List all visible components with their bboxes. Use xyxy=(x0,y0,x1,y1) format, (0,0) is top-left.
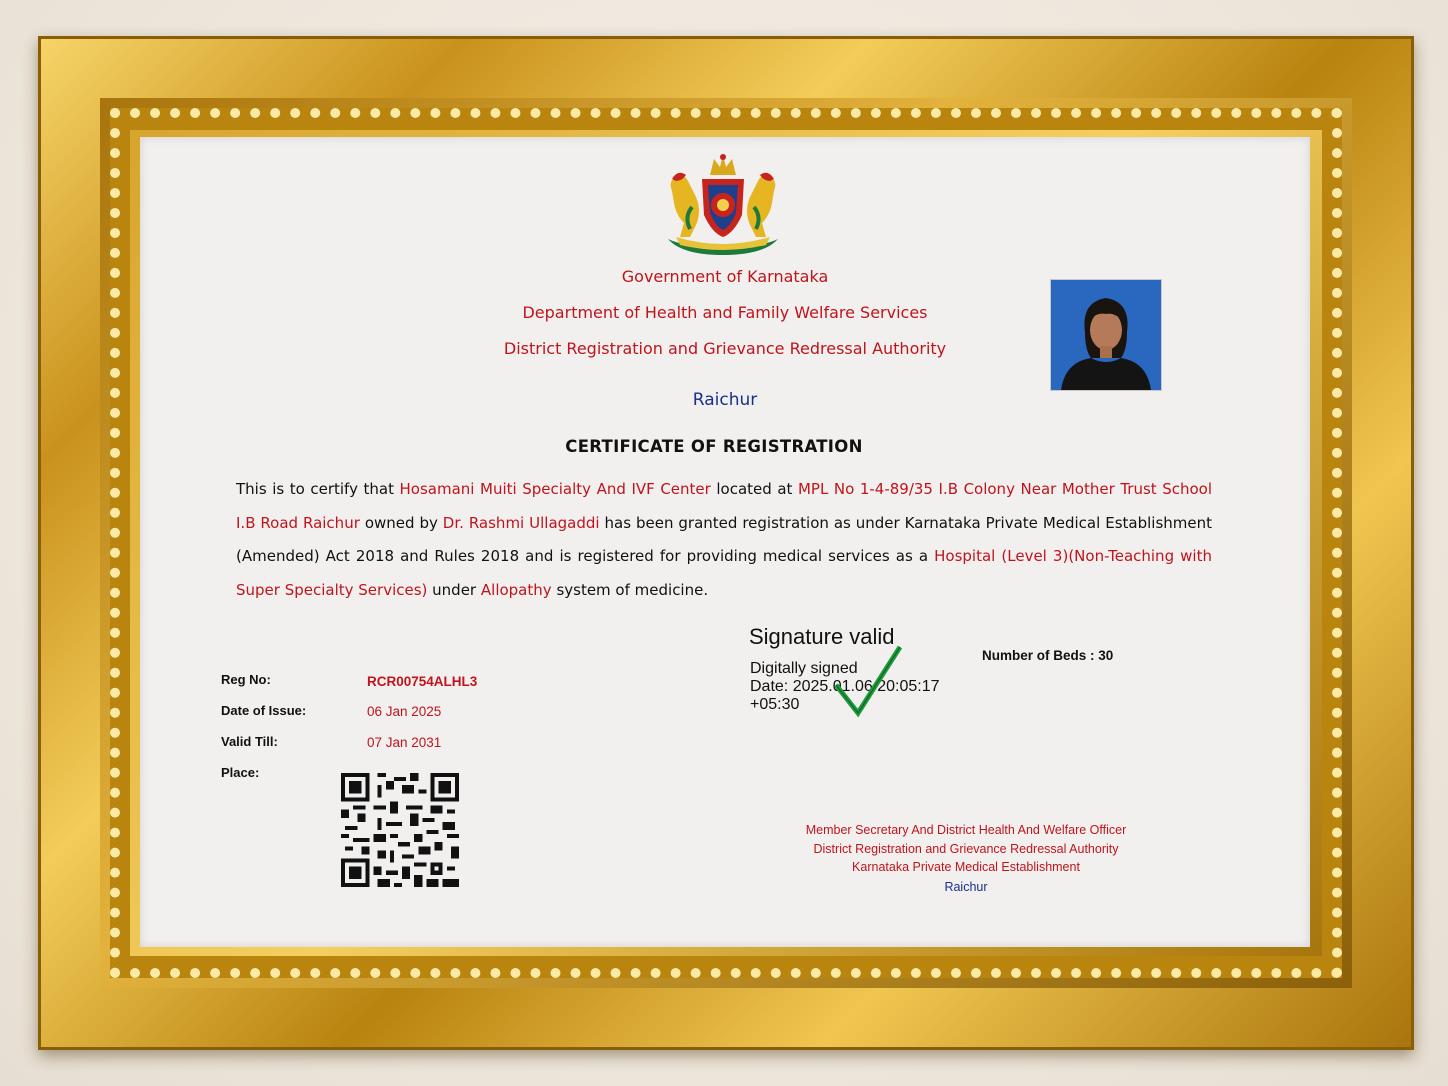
checkmark-icon xyxy=(830,641,906,719)
certificate-title: CERTIFICATE OF REGISTRATION xyxy=(565,437,863,456)
body-text-2: located at xyxy=(716,480,793,498)
body-text-1: This is to certify that xyxy=(236,480,394,498)
signature-line-1: Digitally signed xyxy=(750,660,858,677)
body-text-5: under xyxy=(432,580,477,599)
body-text-3: owned by xyxy=(364,513,438,532)
reg-no-value: RCR00754ALHL3 xyxy=(367,674,478,689)
body-text-4: has been granted registration as under Karnataka Private Medical Establishment (Amended) Act 2018 and Rules 2018 and is registered for providing medical services as a xyxy=(236,513,1212,565)
signature-line-3: +05:30 xyxy=(750,696,800,713)
valid-till-label: Valid Till: xyxy=(221,734,278,749)
footer-line-1: Member Secretary And District Health And Welfare Officer xyxy=(805,823,1127,837)
footer-line-2: District Registration and Grievance Redressal Authority xyxy=(813,842,1119,856)
number-of-beds: Number of Beds : 30 xyxy=(982,648,1114,663)
signature-line-2: Date: 2025.01.06 20:05:17 xyxy=(750,678,940,695)
signature-status: Signature valid xyxy=(749,624,895,649)
owner-photo xyxy=(1050,279,1162,391)
valid-till-value: 07 Jan 2031 xyxy=(367,735,442,750)
establishment-name: Hosamani Muiti Specialty And IVF Center xyxy=(399,480,711,498)
establishment-address: MPL No 1-4-89/35 I.B Colony Near Mother Trust School I.B Road Raichur xyxy=(236,480,1212,532)
owner-name: Dr. Rashmi Ullagaddi xyxy=(442,513,600,532)
issue-date-label: Date of Issue: xyxy=(221,703,307,718)
place-label: Place: xyxy=(221,765,260,780)
header-authority: District Registration and Grievance Redressal Authority xyxy=(503,339,947,358)
owner-photo-image xyxy=(1051,280,1161,390)
header-department: Department of Health and Family Welfare Services xyxy=(522,303,928,322)
certificate-body xyxy=(236,473,1212,607)
header-government: Government of Karnataka xyxy=(621,267,829,286)
certificate-paper xyxy=(140,137,1310,947)
issue-date-value: 06 Jan 2025 xyxy=(367,704,442,719)
header-district: Raichur xyxy=(692,390,758,410)
footer-line-4: Raichur xyxy=(944,880,988,894)
establishment-category: Hospital (Level 3)(Non-Teaching with Super Specialty Services) xyxy=(236,547,1212,599)
footer-line-3: Karnataka Private Medical Establishment xyxy=(852,860,1080,874)
medicine-system: Allopathy xyxy=(480,580,552,599)
qr-code-icon xyxy=(341,773,459,887)
body-text-6: system of medicine. xyxy=(556,580,709,599)
reg-no-label: Reg No: xyxy=(221,672,271,687)
karnataka-emblem-icon xyxy=(662,151,784,263)
